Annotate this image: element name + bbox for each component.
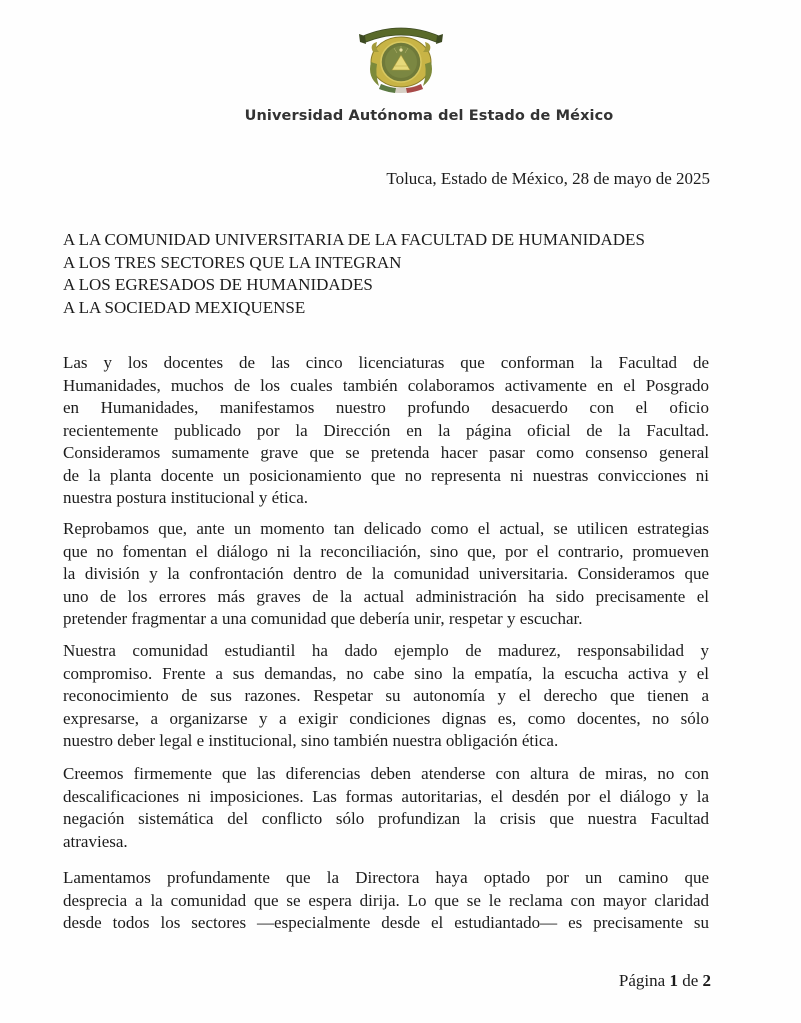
date-line: Toluca, Estado de México, 28 de mayo de 2025: [386, 169, 710, 188]
page-label: Página: [618, 971, 666, 990]
text-line: Reprobamos que, ante un momento tan delicado como el actual, se utilicen estrategias: [63, 519, 709, 538]
paragraph-5: [63, 867, 709, 935]
letterhead: [0, 22, 801, 98]
text-line: Creemos firmemente que las diferencias deben atenderse con altura de miras, no con: [63, 764, 709, 783]
text-line: Consideramos sumamente grave que se pretenda hacer pasar como consenso general: [63, 443, 709, 462]
text-line: nuestro deber legal e institucional, sino también nuestra obligación ética.: [63, 731, 559, 750]
university-name: Universidad Autónoma del Estado de México: [244, 108, 614, 124]
current-page: 1: [669, 971, 678, 990]
addressee-line: A LOS TRES SECTORES QUE LA INTEGRAN: [63, 252, 402, 272]
text-line: expresarse, a organizarse y a exigir condiciones dignas es, como docentes, no sólo: [63, 708, 709, 728]
paragraph-3: [63, 640, 709, 753]
addressee-block: [63, 229, 645, 319]
of-label: de: [682, 971, 699, 990]
text-line: compromiso. Frente a sus demandas, no cabe sino la empatía, la escucha activa y el: [63, 663, 709, 683]
addressee-line: A LOS EGRESADOS DE HUMANIDADES: [63, 275, 373, 294]
text-line: desprecia a la comunidad que se espera dirija. Lo que se le reclama con mayor claridad: [63, 890, 709, 910]
text-line: en Humanidades, manifestamos nuestro profundo desacuerdo con el oficio: [63, 398, 709, 417]
text-line: uno de los errores más graves de la actual administración ha sido precisamente el: [63, 586, 709, 606]
paragraph-1: [63, 352, 709, 510]
text-line: que no fomentan el diálogo ni la reconciliación, sino que, por el contrario, promueven: [63, 541, 709, 561]
text-line: Las y los docentes de las cinco licenciaturas que conforman la Facultad de: [63, 353, 709, 372]
addressee-line: A LA SOCIEDAD MEXIQUENSE: [63, 297, 306, 317]
total-pages: 2: [702, 971, 711, 990]
text-line: Nuestra comunidad estudiantil ha dado ejemplo de madurez, responsabilidad y: [63, 641, 709, 660]
uaemex-coat-of-arms-icon: [351, 22, 451, 98]
text-line: desde todos los sectores —especialmente desde el estudiantado— es precisamente su: [63, 913, 709, 932]
text-line: recientemente publicado por la Dirección en la página oficial de la Facultad.: [63, 420, 709, 440]
text-line: Lamentamos profundamente que la Directora haya optado por un camino que: [63, 868, 709, 887]
text-line: atraviesa.: [63, 831, 128, 851]
text-line: pretender fragmentar a una comunidad que debería unir, respetar y escuchar.: [63, 609, 583, 628]
text-line: negación sistemática del conflicto sólo profundizan la crisis que nuestra Facultad: [63, 809, 709, 828]
text-line: reconocimiento de sus razones. Respetar su autonomía y el derecho que tienen a: [63, 686, 709, 705]
paragraph-4: [63, 763, 709, 853]
text-line: la división y la confrontación dentro de la comunidad universitaria. Consideramos que: [63, 564, 709, 583]
page-number: [619, 971, 711, 991]
text-line: Humanidades, muchos de los cuales también colaboramos activamente en el Posgrado: [63, 375, 709, 395]
text-line: nuestra postura institucional y ética.: [63, 488, 309, 507]
text-line: de la planta docente un posicionamiento que no representa ni nuestras convicciones ni: [63, 465, 709, 485]
text-line: descalificaciones ni imposiciones. Las formas autoritarias, el desdén por el diálogo y la: [63, 786, 709, 806]
paragraph-2: [63, 518, 709, 631]
addressee-line: A LA COMUNIDAD UNIVERSITARIA DE LA FACULTAD DE HUMANIDADES: [63, 230, 645, 249]
